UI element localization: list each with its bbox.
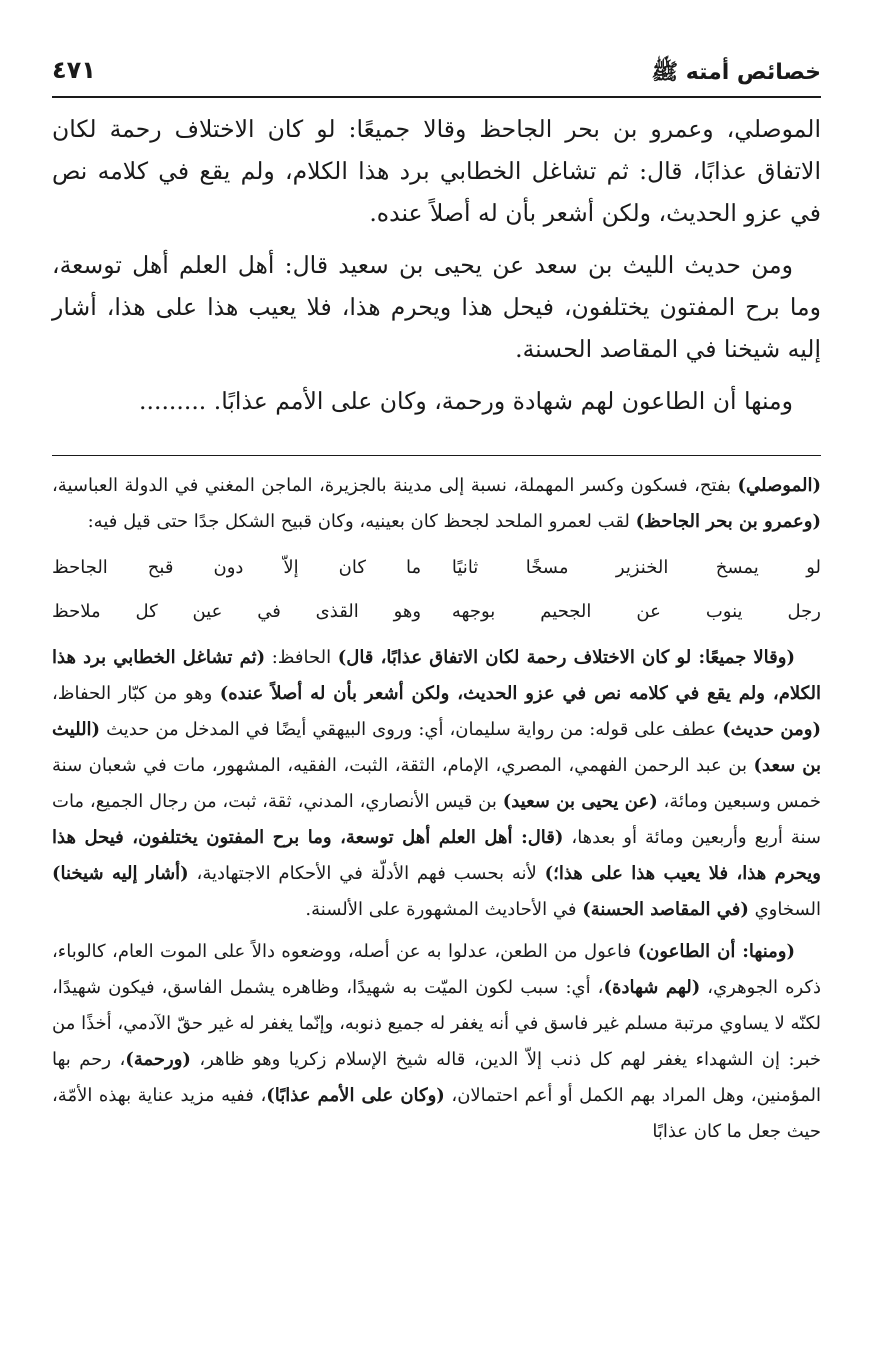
quoted-term: (الموصلي) [737, 475, 821, 496]
main-paragraph-1: الموصلي، وعمرو بن بحر الجاحظ وقالا جميعًا: لو كان الاختلاف رحمة لكان الاتفاق عذابًا، قال: ثم تشاغل الخطابي برد هذا الكلام، ولم يقع في كلامه نص في عزو الحديث، ولكن أشعر بأن له أصلاً عنده. [52, 115, 822, 227]
commentary-span: بفتح، فسكون وكسر المهملة، نسبة إلى مدينة بالجزيرة، الماجن المغني في الدولة العباسية، [52, 475, 738, 496]
commentary-span: لقب لعمرو الملحد لجحظ كان بعينيه، وكان قبيح الشكل جدًا حتى قيل فيه: [87, 511, 636, 532]
commentary-span: فاعول من الطعن، عدلوا به عن أصله، ووضعوه دالاً على الموت العام، كالوباء، ذكره الجوهري، [52, 941, 822, 998]
commentary-span: في الأحاديث المشهورة على الألسنة. [305, 899, 583, 920]
quoted-term: (ثم تشاغل الخطابي برد هذا الكلام، ولم يقع في كلامه نص في عزو الحديث، ولكن أشعر بأن له أصلاً عنده) [52, 647, 822, 704]
quoted-term: (الليث بن سعد) [52, 719, 821, 776]
commentary-span: لأنه بحسب فهم الأدلّة في الأحكام الاجتهادية، [188, 863, 545, 884]
main-text [52, 108, 821, 432]
commentary-paragraph-1 [52, 468, 821, 540]
quoted-term: (وكان على الأمم عذابًا) [266, 1085, 445, 1106]
verse-1-second-hemistich: ما كان إلاّ دون قبح الجاحظ [52, 557, 422, 578]
quoted-term: (أشار إليه شيخنا) [52, 863, 189, 884]
commentary-span: بن قيس الأنصاري، المدني، ثقة، ثبت، من رجال الجميع، مات سنة أربع وأربعين ومائة أو بعدها، [52, 791, 821, 848]
commentary-span: ، رحم بها المؤمنين، وهل المراد بهم الكمل أو أعم احتمالان، [52, 1049, 821, 1106]
verse-1-first-hemistich: لو يمسخ الخنزير مسخًا ثانيًا [451, 557, 821, 578]
commentary-paragraph-3 [52, 934, 821, 1150]
quoted-term: (ومن حديث) [722, 719, 821, 740]
header-divider [52, 96, 821, 98]
ellipsis-dots: ......... [139, 387, 207, 415]
commentary-span: عطف على قوله: من رواية سليمان، أي: وروى البيهقي أيضًا في المدخل من حديث [100, 719, 723, 740]
quoted-term: (ومنها: أن الطاعون) [637, 941, 795, 962]
main-paragraph-2: ومن حديث الليث بن سعد عن يحيى بن سعيد قال: أهل العلم أهل توسعة، وما برح المفتون يختلفون، فيحل هذا ويحرم هذا، فلا يعيب هذا على هذا، أشار إليه شيخنا في المقاصد الحسنة. [52, 251, 821, 363]
commentary-span: السخاوي [748, 899, 821, 920]
quoted-term: (ورحمة) [125, 1049, 191, 1070]
main-paragraph-3 [52, 380, 821, 422]
quoted-term: (في المقاصد الحسنة) [582, 899, 749, 920]
quoted-term: (وقالا جميعًا: لو كان الاختلاف رحمة لكان الاتفاق عذابًا، قال) [337, 647, 795, 668]
verse-2-second-hemistich: وهو القذى في عين كل ملاحظ [52, 601, 422, 622]
main-paragraph-3-text: ومنها أن الطاعون لهم شهادة ورحمة، وكان على الأمم عذابًا. [213, 387, 793, 415]
commentary-span: بن عبد الرحمن الفهمي، المصري، الإمام، الثقة، الثبت، الفقيه، المشهور، مات في شعبان سنة خمس وسبعين ومائة، [52, 755, 821, 812]
page-number: ٤٧١ [52, 56, 96, 84]
commentary-divider [52, 455, 821, 456]
commentary-span: الحافظ: [265, 647, 338, 668]
verse-line-2 [52, 590, 821, 634]
poem [52, 546, 821, 634]
commentary-paragraph-2 [52, 640, 821, 928]
quoted-term: (عن يحيى بن سعيد) [502, 791, 658, 812]
commentary-span: ، ففيه مزيد عناية بهذه الأمّة، حيث جعل ما كان عذابًا [52, 1085, 821, 1142]
commentary-span: وهو من كبّار الحفاظ، [52, 683, 220, 704]
quoted-term: (لهم شهادة) [603, 977, 701, 998]
running-title: خصائص أمته ﷺ [651, 60, 821, 85]
verse-2-first-hemistich: رجل ينوب عن الجحيم بوجهه [451, 601, 821, 622]
commentary-text [52, 468, 821, 1156]
quoted-term: (قال: أهل العلم أهل توسعة، وما برح المفتون يختلفون، فيحل هذا ويحرم هذا، فلا يعيب هذا على هذا؛) [52, 827, 821, 884]
verse-line-1 [52, 546, 821, 590]
commentary-span: ، أي: سبب لكون الميّت به شهيدًا، وظاهره يشمل الفاسق، فيكون شهيدًا، لكنّه لا يساوي مرتبة مسلم غير فاسق في أنه يغفر له جميع ذنوبه، وإنّما يغفر له غير حقّ الآدمي، أخذًا من خبر: إن الشهداء يغفر لهم كل ذنب إلاّ الدين، قاله شيخ الإسلام زكريا وهو ظاهر، [52, 977, 822, 1070]
page-header [52, 52, 821, 92]
quoted-term: (وعمرو بن بحر الجاحظ) [635, 511, 821, 532]
